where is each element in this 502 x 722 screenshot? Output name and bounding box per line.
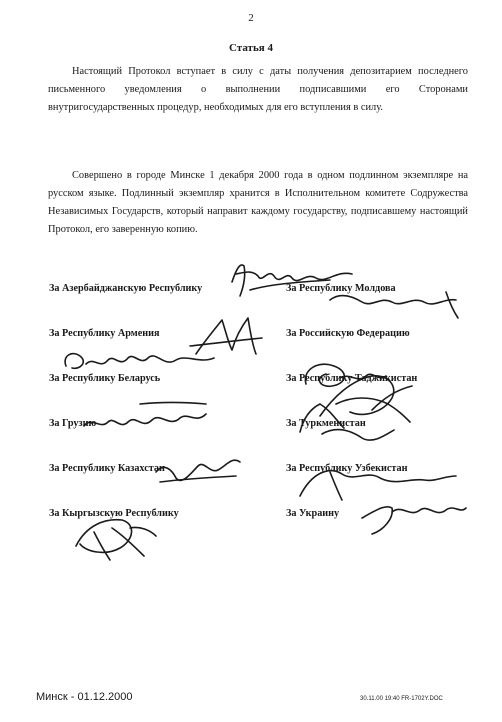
signatory-ukraine: За Украину	[286, 508, 340, 519]
signatory-russia: За Российскую Федерацию	[286, 328, 410, 339]
signatory-armenia: За Республику Армения	[49, 328, 160, 339]
signatory-moldova: За Республику Молдова	[286, 283, 396, 294]
page-number: 2	[248, 12, 254, 24]
signature-kyrgyzstan	[76, 520, 156, 560]
signatory-tajikistan: За Республику Таджикистан	[286, 373, 418, 384]
signatory-turkmenistan: За Туркменистан	[286, 418, 366, 429]
signature-uzbekistan	[300, 471, 456, 500]
signatory-kyrgyzstan: За Кыргызскую Республику	[49, 508, 179, 519]
signatory-belarus: За Республику Беларусь	[49, 373, 161, 384]
paragraph-done-in-minsk: Совершено в городе Минске 1 декабря 2000 года в одном подлинном экземпляре на русском языке. Подлинный экземпляр хранится в Исполнительном комитете Содружества Независимых Государств, который направит каждому государству, подписавшему настоящий Протокол, его заверенную копию.	[48, 170, 468, 235]
signatory-kazakhstan: За Республику Казахстан	[49, 463, 165, 474]
signature-belarus	[65, 354, 214, 369]
footer-place-date: Минск - 01.12.2000	[36, 691, 133, 703]
article-heading: Статья 4	[229, 42, 273, 54]
signatory-azerbaijan: За Азербайджанскую Республику	[49, 283, 203, 294]
paragraph-entry-into-force: Настоящий Протокол вступает в силу с даты получения депозитарием последнего письменного уведомления о выполнении подписавшими его Сторонами внутригосударственных процедур, необходимых для его вступления в силу.	[48, 66, 468, 113]
signatory-georgia: За Грузию	[49, 418, 97, 429]
footer-file-stamp: 30.11.00 19:40 FR-1702Y.DOC	[360, 696, 443, 702]
signature-armenia	[190, 318, 262, 354]
signature-georgia	[84, 403, 206, 427]
signature-moldova	[330, 292, 458, 318]
signatory-uzbekistan: За Республику Узбекистан	[286, 463, 408, 474]
signature-ukraine	[362, 507, 466, 534]
signature-kazakhstan	[156, 460, 240, 482]
